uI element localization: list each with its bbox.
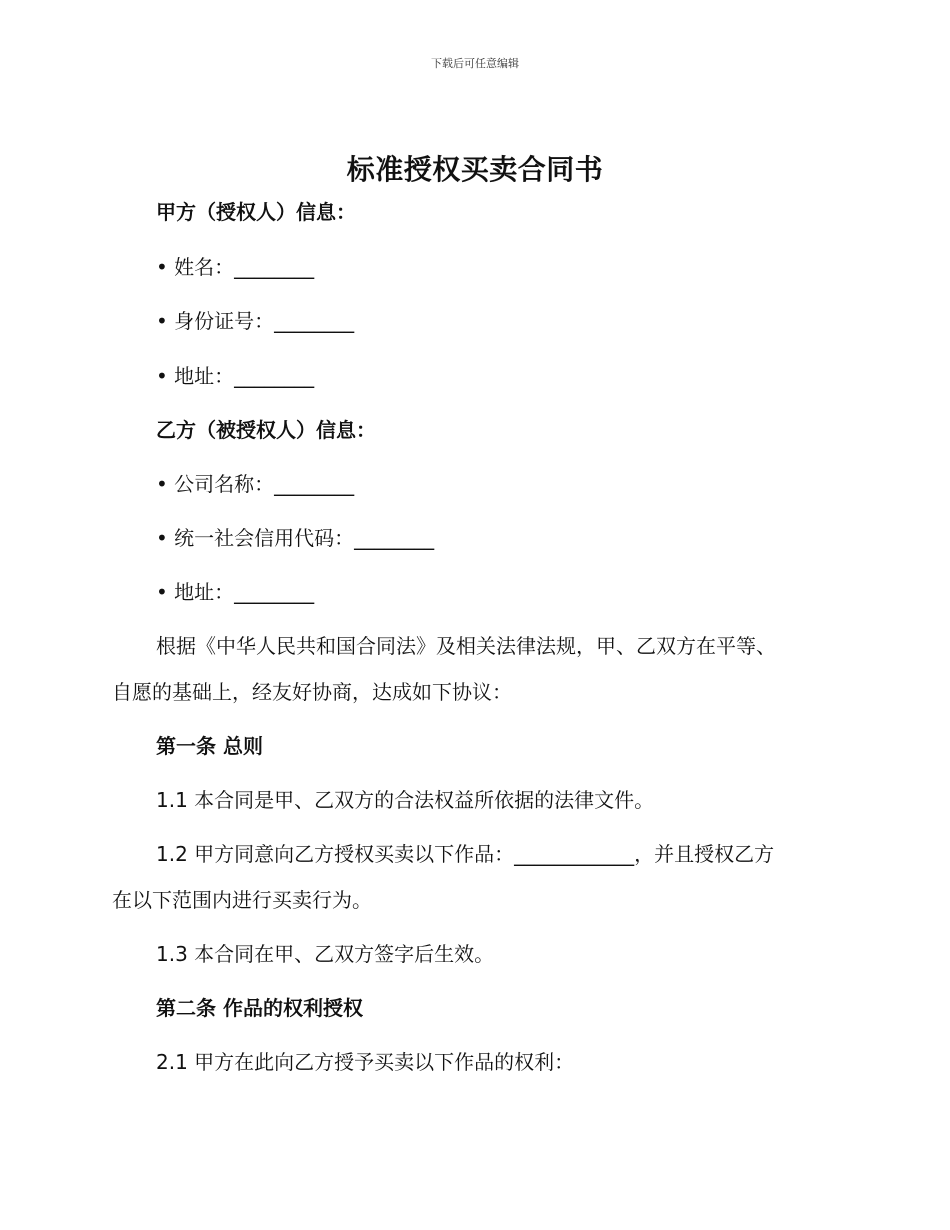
article-1-heading: 第一条 总则 [156,734,263,758]
party-a-heading: 甲方（授权人）信息： [156,200,356,224]
intro-paragraph-line-1: 根据《中华人民共和国合同法》及相关法律法规，甲、乙双方在平等、 [156,634,776,658]
clause-1-2-line-2: 在以下范围内进行买卖行为。 [112,888,372,912]
clause-1-3: 1.3 本合同在甲、乙双方签字后生效。 [156,942,495,966]
document-title: 标准授权买卖合同书 [346,153,604,186]
party-a-id-field: • 身份证号：________ [156,309,355,333]
clause-1-1: 1.1 本合同是甲、乙双方的合法权益所依据的法律文件。 [156,788,655,812]
intro-paragraph-line-2: 自愿的基础上，经友好协商，达成如下协议： [112,680,512,704]
header-note: 下载后可任意编辑 [431,57,519,70]
party-b-heading: 乙方（被授权人）信息： [156,418,376,442]
clause-2-1: 2.1 甲方在此向乙方授予买卖以下作品的权利： [156,1050,575,1074]
clause-1-2-line-1: 1.2 甲方同意向乙方授权买卖以下作品：____________，并且授权乙方 [156,842,775,866]
party-a-name-field: • 姓名：________ [156,255,315,279]
party-b-company-field: • 公司名称：________ [156,472,355,496]
article-2-heading: 第二条 作品的权利授权 [156,996,363,1020]
party-b-address-field: • 地址：________ [156,580,315,604]
party-a-address-field: • 地址：________ [156,364,315,388]
party-b-credit-code-field: • 统一社会信用代码：________ [156,526,435,550]
